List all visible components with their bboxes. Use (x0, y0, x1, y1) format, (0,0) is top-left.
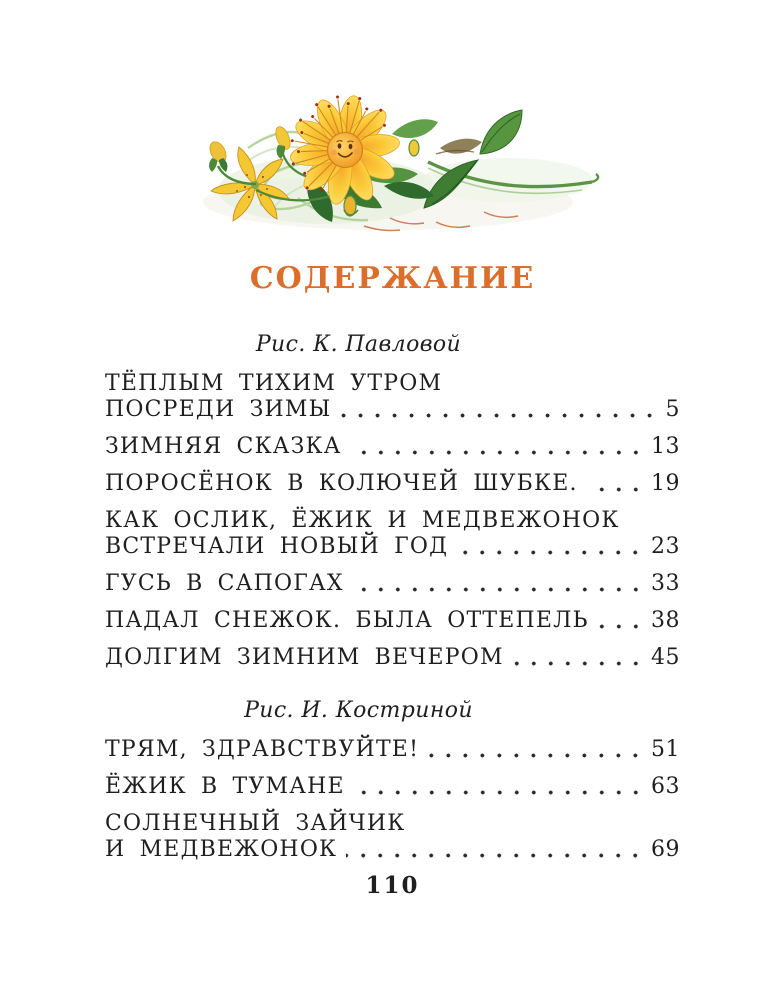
toc-entry-title-line: ЁЖИК В ТУМАНЕ (105, 774, 345, 799)
dot-leader (346, 853, 644, 858)
toc-entry-row (105, 608, 680, 634)
toc-entry-title-line: ПАДАЛ СНЕЖОК. БЫЛА ОТТЕПЕЛЬ (105, 608, 589, 633)
toc-entry (105, 508, 680, 560)
entry-page-number: 13 (651, 434, 680, 459)
dot-leader (340, 413, 658, 418)
toc-entry-row (105, 737, 680, 763)
toc-entry (105, 471, 680, 497)
toc-entry-row (105, 471, 680, 497)
entry-page-number: 51 (651, 737, 680, 762)
toc-entry-row (105, 571, 680, 597)
illustrator-caption: Рис. И. Костриной (244, 698, 473, 723)
dot-leader (351, 450, 644, 455)
entry-page-number: 5 (665, 397, 680, 422)
entry-page-number: 19 (651, 471, 680, 496)
toc-entry-row (105, 645, 680, 671)
entry-page-number: 63 (651, 774, 680, 799)
toc-section (105, 698, 680, 863)
toc-entry-title-line: ПОСРЕДИ ЗИМЫ (105, 397, 332, 422)
toc-entry-title-line: СОЛНЕЧНЫЙ ЗАЙЧИК (105, 811, 406, 836)
toc-entry-title-line: И МЕДВЕЖОНОК (105, 837, 338, 862)
toc-section (105, 332, 680, 671)
dot-leader (513, 661, 644, 666)
page-title: СОДЕРЖАНИЕ (249, 261, 536, 296)
folio-page-number: 110 (365, 872, 420, 899)
toc-entry-title-line: ТЁПЛЫМ ТИХИМ УТРОМ (105, 371, 443, 396)
dot-leader (457, 550, 644, 555)
toc-entry-title-line: ВСТРЕЧАЛИ НОВЫЙ ГОД (105, 534, 449, 559)
toc-entry-row (105, 534, 680, 560)
toc-entry-title-line: ЗИМНЯЯ СКАЗКА (105, 434, 342, 459)
toc-entry-title-line: ГУСЬ В САПОГАХ (105, 571, 344, 596)
dot-leader (428, 753, 644, 758)
dot-leader (354, 790, 644, 795)
toc-entry (105, 774, 680, 800)
dot-leader (598, 624, 644, 629)
toc-entry-title-line: ПОРОСЁНОК В КОЛЮЧЕЙ ШУБКЕ. (105, 471, 578, 496)
toc-entry-row (105, 434, 680, 460)
toc-entry-row (105, 774, 680, 800)
toc-entry-title-line: ТРЯМ, ЗДРАВСТВУЙТЕ! (105, 737, 420, 762)
toc-entry (105, 645, 680, 671)
toc-entry (105, 371, 680, 423)
entry-page-number: 69 (651, 837, 680, 862)
toc-entry-title-line: КАК ОСЛИК, ЁЖИК И МЕДВЕЖОНОК (105, 508, 620, 533)
toc-entry-row (105, 397, 680, 423)
entry-page-number: 23 (651, 534, 680, 559)
illustrator-caption: Рис. К. Павловой (255, 332, 462, 357)
toc-entry (105, 571, 680, 597)
table-of-contents (105, 332, 680, 874)
toc-entry (105, 434, 680, 460)
flower-illustration (178, 90, 602, 240)
toc-entry-title-line: ДОЛГИМ ЗИМНИМ ВЕЧЕРОМ (105, 645, 504, 670)
entry-page-number: 38 (651, 608, 680, 633)
toc-entry (105, 811, 680, 863)
toc-entry-row (105, 837, 680, 863)
dot-leader (587, 487, 644, 492)
entry-page-number: 33 (651, 571, 680, 596)
entry-page-number: 45 (651, 645, 680, 670)
toc-entry (105, 737, 680, 763)
dot-leader (353, 587, 644, 592)
toc-entry (105, 608, 680, 634)
